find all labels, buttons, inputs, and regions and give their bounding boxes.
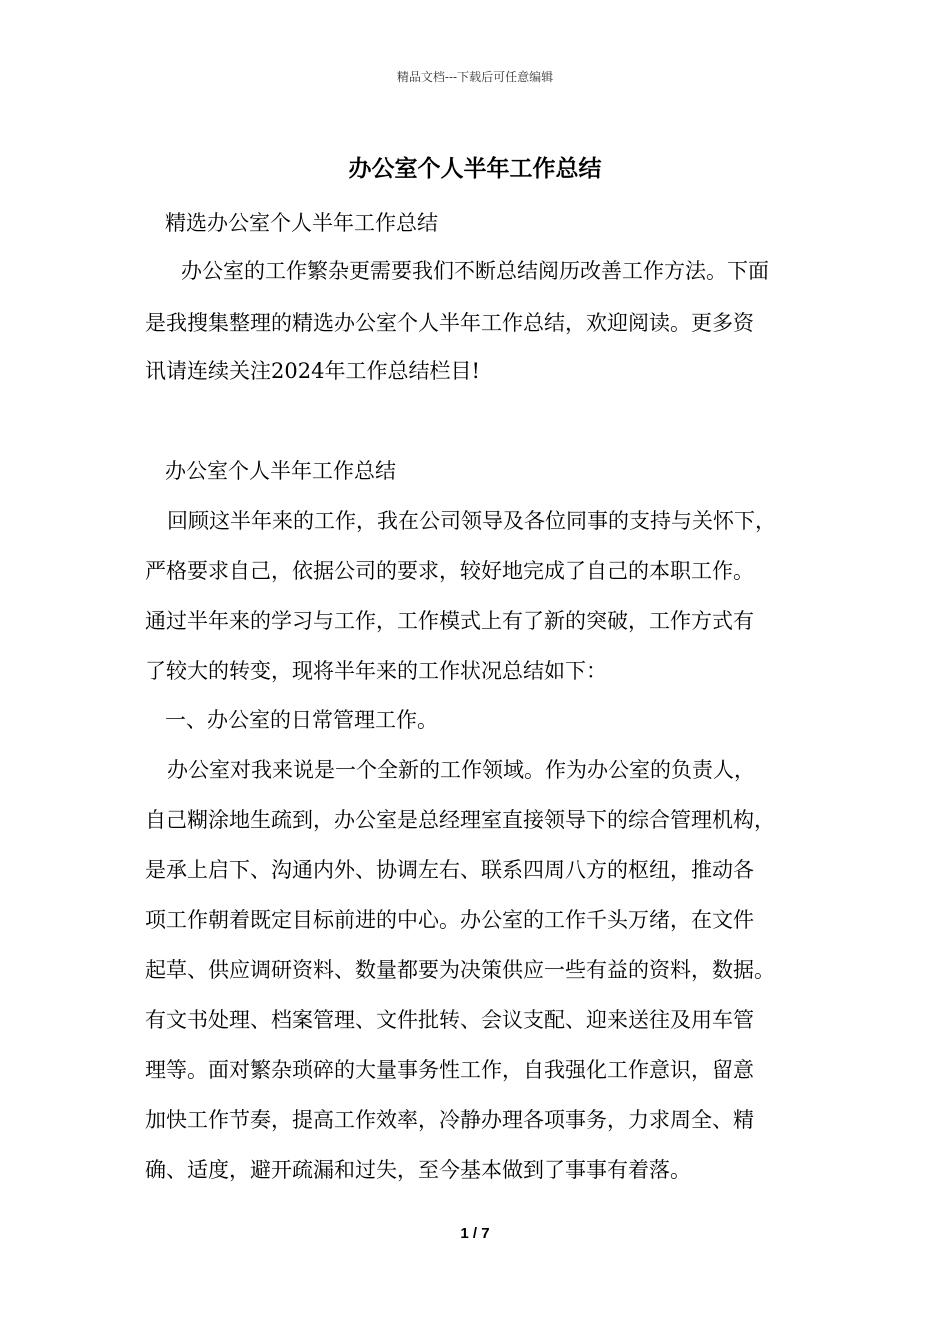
paragraph-line: 加快工作节奏，提高工作效率，冷静办理各项事务，力求周全、精 xyxy=(145,1108,754,1132)
paragraph-line: 确、适度，避开疏漏和过失，至今基本做到了事事有着落。 xyxy=(145,1158,691,1182)
subtitle-line: 精选办公室个人半年工作总结 xyxy=(165,211,438,235)
paragraph-line: 回顾这半年来的工作，我在公司领导及各位同事的支持与关怀下， xyxy=(167,509,776,533)
page-number: 1 / 7 xyxy=(460,1225,490,1242)
document-title: 办公室个人半年工作总结 xyxy=(348,155,602,182)
paragraph-line: 理等。面对繁杂琐碎的大量事务性工作，自我强化工作意识，留意 xyxy=(145,1058,754,1082)
paragraph-line: 讯请连续关注2024年工作总结栏目! xyxy=(145,359,480,383)
paragraph-line: 有文书处理、档案管理、文件批转、会议支配、迎来送往及用车管 xyxy=(145,1008,754,1032)
header-note: 精品文档---下载后可任意编辑 xyxy=(396,70,554,84)
paragraph-line: 是我搜集整理的精选办公室个人半年工作总结，欢迎阅读。更多资 xyxy=(145,311,754,335)
paragraph-line: 办公室对我来说是一个全新的工作领域。作为办公室的负责人， xyxy=(167,758,755,782)
paragraph-line: 严格要求自己，依据公司的要求，较好地完成了自己的本职工作。 xyxy=(145,559,754,583)
paragraph-line: 了较大的转变，现将半年来的工作状况总结如下： xyxy=(145,659,607,683)
paragraph-line: 是承上启下、沟通内外、协调左右、联系四周八方的枢纽，推动各 xyxy=(145,858,754,882)
paragraph-line: 通过半年来的学习与工作，工作模式上有了新的突破，工作方式有 xyxy=(145,609,754,633)
paragraph-line: 办公室的工作繁杂更需要我们不断总结阅历改善工作方法。下面 xyxy=(181,259,769,283)
paragraph-line: 起草、供应调研资料、数量都要为决策供应一些有益的资料，数据。 xyxy=(145,958,775,982)
paragraph-line: 项工作朝着既定目标前进的中心。办公室的工作千头万绪，在文件 xyxy=(145,908,754,932)
section-heading: 办公室个人半年工作总结 xyxy=(165,459,396,483)
paragraph-line: 自己糊涂地生疏到，办公室是总经理室直接领导下的综合管理机构， xyxy=(145,808,775,832)
section-heading: 一、办公室的日常管理工作。 xyxy=(165,708,438,732)
